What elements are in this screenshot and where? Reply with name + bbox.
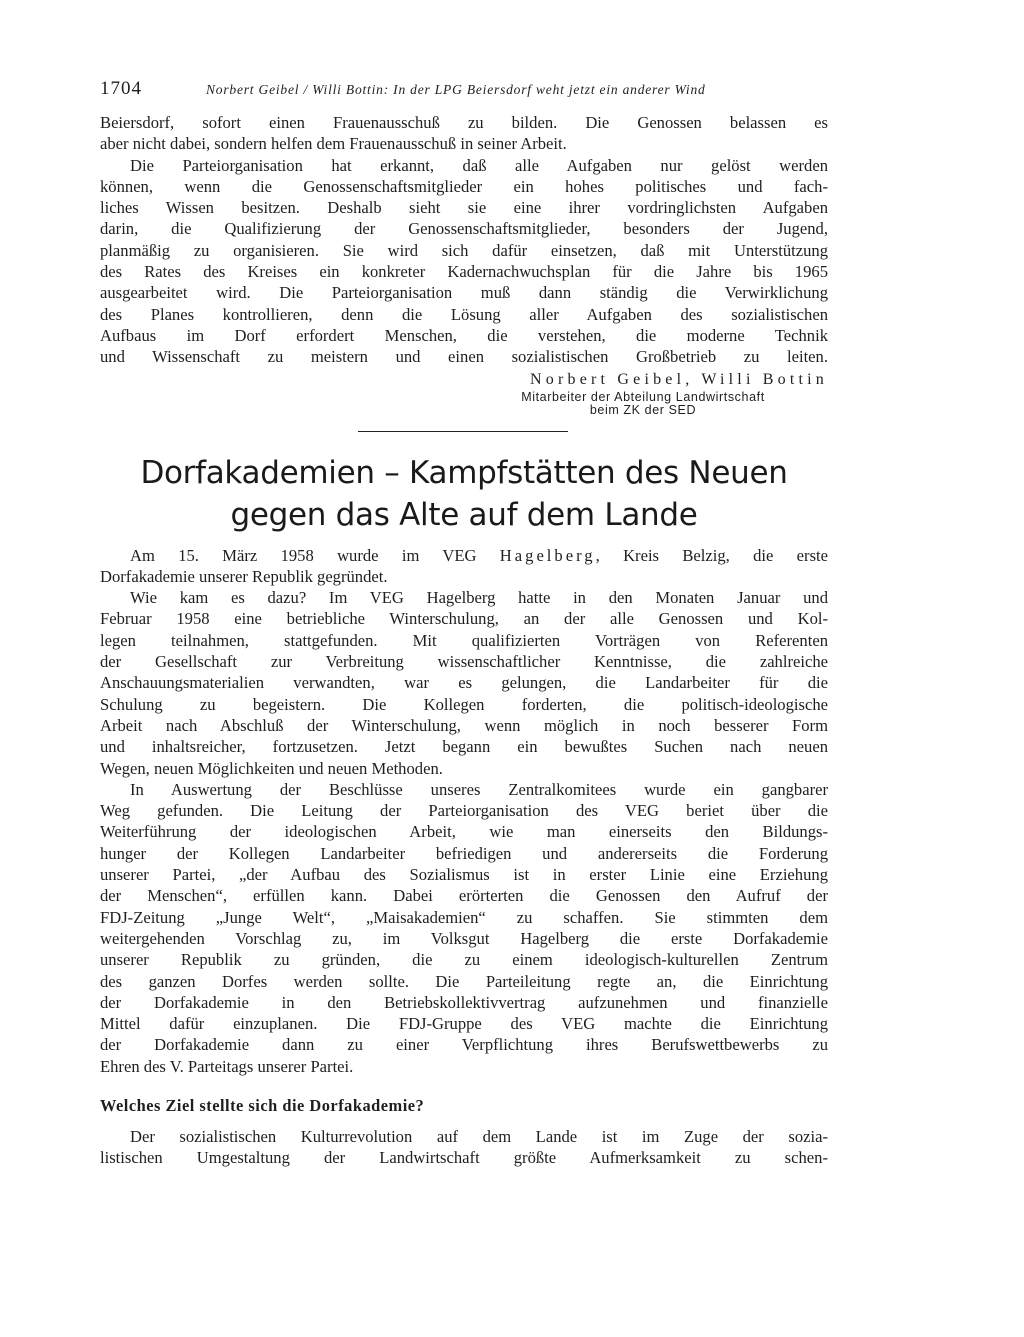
place-name: Hagelberg xyxy=(499,545,596,565)
text-run: Am 15. März 1958 wurde im VEG xyxy=(130,545,500,565)
text-line: Februar 1958 eine betriebliche Winterschulung, an der alle Genossen und Kol- xyxy=(100,609,828,629)
signature-affiliation: beim ZK der SED xyxy=(589,402,697,417)
text-line: der Dorfakademie in den Betriebskollektivvertrag aufzunehmen und finanzielle xyxy=(100,992,828,1012)
text-line: und Wissenschaft zu meistern und einen sozialistischen Großbetrieb zu leiten. xyxy=(100,347,828,367)
text-line: Anschauungsmaterialien verwandten, war es gelungen, die Landarbeiter für die xyxy=(100,673,828,693)
text-line: und inhaltsreicher, fortzusetzen. Jetzt begann ein bewußtes Suchen nach neuen xyxy=(100,737,828,757)
text-line: der Menschen“, erfüllen kann. Dabei erörterten die Genossen den Aufruf der xyxy=(100,886,828,906)
text-line: des Rates des Kreises ein konkreter Kadernachwuchsplan für die Jahre bis 1965 xyxy=(100,262,828,282)
section-subheading: Welches Ziel stellte sich die Dorfakademie? xyxy=(100,1095,425,1115)
text-line: der Dorfakademie dann zu einer Verpflichtung ihres Berufswettbewerbs zu xyxy=(100,1035,828,1055)
text-line: Wie kam es dazu? Im VEG Hagelberg hatte in den Monaten Januar und xyxy=(130,588,828,608)
text-line: listischen Umgestaltung der Landwirtschaft größte Aufmerksamkeit zu schen- xyxy=(100,1148,828,1168)
text-line: unserer Partei, „der Aufbau des Sozialismus ist in erster Linie eine Erziehung xyxy=(100,865,828,885)
text-line: planmäßig zu organisieren. Sie wird sich dafür einsetzen, daß mit Unterstützung xyxy=(100,240,828,260)
text-line: Dorfakademie unserer Republik gegründet. xyxy=(100,566,388,586)
text-line: liches Wissen besitzen. Deshalb sieht sie eine ihrer vordringlichsten Aufgaben xyxy=(100,198,828,218)
text-line: FDJ-Zeitung „Junge Welt“, „Maisakademien“ zu schaffen. Sie stimmten dem xyxy=(100,907,828,927)
text-line: Weg gefunden. Die Leitung der Parteiorganisation des VEG beriet über die xyxy=(100,801,828,821)
text-line: Schulung zu begeistern. Die Kollegen forderten, die politisch-ideologische xyxy=(100,694,828,714)
running-header xyxy=(100,78,828,104)
text-run: , Kreis Belzig, die erste xyxy=(595,545,828,565)
page-number: 1704 xyxy=(100,78,142,99)
section-divider xyxy=(358,431,568,432)
text-line: Die Parteiorganisation hat erkannt, daß alle Aufgaben nur gelöst werden xyxy=(130,155,828,175)
text-line: Beiersdorf, sofort einen Frauenausschuß zu bilden. Die Genossen belassen es xyxy=(100,113,828,132)
headline-line-1: Dorfakademien – Kampfstätten des Neuen xyxy=(140,454,788,491)
text-line: Aufbaus im Dorf erfordert Menschen, die verstehen, die moderne Technik xyxy=(100,325,828,345)
text-line: des Planes kontrollieren, denn die Lösung aller Aufgaben des sozialistischen xyxy=(100,304,828,324)
text-line: Der sozialistischen Kulturrevolution auf dem Lande ist im Zuge der sozia- xyxy=(130,1126,828,1146)
text-line: darin, die Qualifizierung der Genossenschaftsmitglieder, besonders der Jugend, xyxy=(100,219,828,239)
article-2-continued-text xyxy=(100,1126,828,1169)
text-line: weitergehenden Vorschlag zu, im Volksgut Hagelberg die erste Dorfakademie xyxy=(100,928,828,948)
article-1-text xyxy=(100,112,828,368)
article-headline xyxy=(100,452,828,536)
document-page xyxy=(100,78,828,1169)
text-line: legen teilnahmen, stattgefunden. Mit qualifizierten Vorträgen von Referenten xyxy=(100,630,828,650)
headline-line-2: gegen das Alte auf dem Lande xyxy=(230,496,698,533)
text-line: unserer Republik zu gründen, die zu einem ideologisch-kulturellen Zentrum xyxy=(100,950,828,970)
text-line: Weiterführung der ideologischen Arbeit, wie man einerseits den Bildungs- xyxy=(100,822,828,842)
text-line: aber nicht dabei, sondern helfen dem Frauenausschuß in seiner Arbeit. xyxy=(100,134,567,154)
text-line: Mittel dafür einzuplanen. Die FDJ-Gruppe des VEG machte die Einrichtung xyxy=(100,1014,828,1034)
text-line: der Gesellschaft zur Verbreitung wissenschaftlicher Kenntnisse, die zahlreiche xyxy=(100,652,828,672)
text-line: ausgearbeitet wird. Die Parteiorganisation muß dann ständig die Verwirklichung xyxy=(100,283,828,303)
text-line: können, wenn die Genossenschaftsmitglieder ein hohes politisches und fach- xyxy=(100,176,828,196)
article-2-text xyxy=(100,545,828,1077)
text-line: In Auswertung der Beschlüsse unseres Zentralkomitees wurde ein gangbarer xyxy=(130,779,828,799)
signature-names: Norbert Geibel, Willi Bottin xyxy=(530,370,828,388)
text-line: Wegen, neuen Möglichkeiten und neuen Methoden. xyxy=(100,758,443,778)
author-signature xyxy=(100,369,828,417)
text-line xyxy=(100,545,828,566)
text-line: des ganzen Dorfes werden sollte. Die Parteileitung regte an, die Einrichtung xyxy=(100,971,828,991)
running-title: Norbert Geibel / Willi Bottin: In der LPG Beiersdorf weht jetzt ein anderer Wind xyxy=(206,82,706,97)
text-line: hunger der Kollegen Landarbeiter befriedigen und andererseits die Forderung xyxy=(100,843,828,863)
text-line: Arbeit nach Abschluß der Winterschulung, wenn möglich in noch besserer Form xyxy=(100,715,828,735)
text-line: Ehren des V. Parteitags unserer Partei. xyxy=(100,1056,354,1076)
signature-role: Mitarbeiter der Abteilung Landwirtschaft xyxy=(521,389,765,404)
